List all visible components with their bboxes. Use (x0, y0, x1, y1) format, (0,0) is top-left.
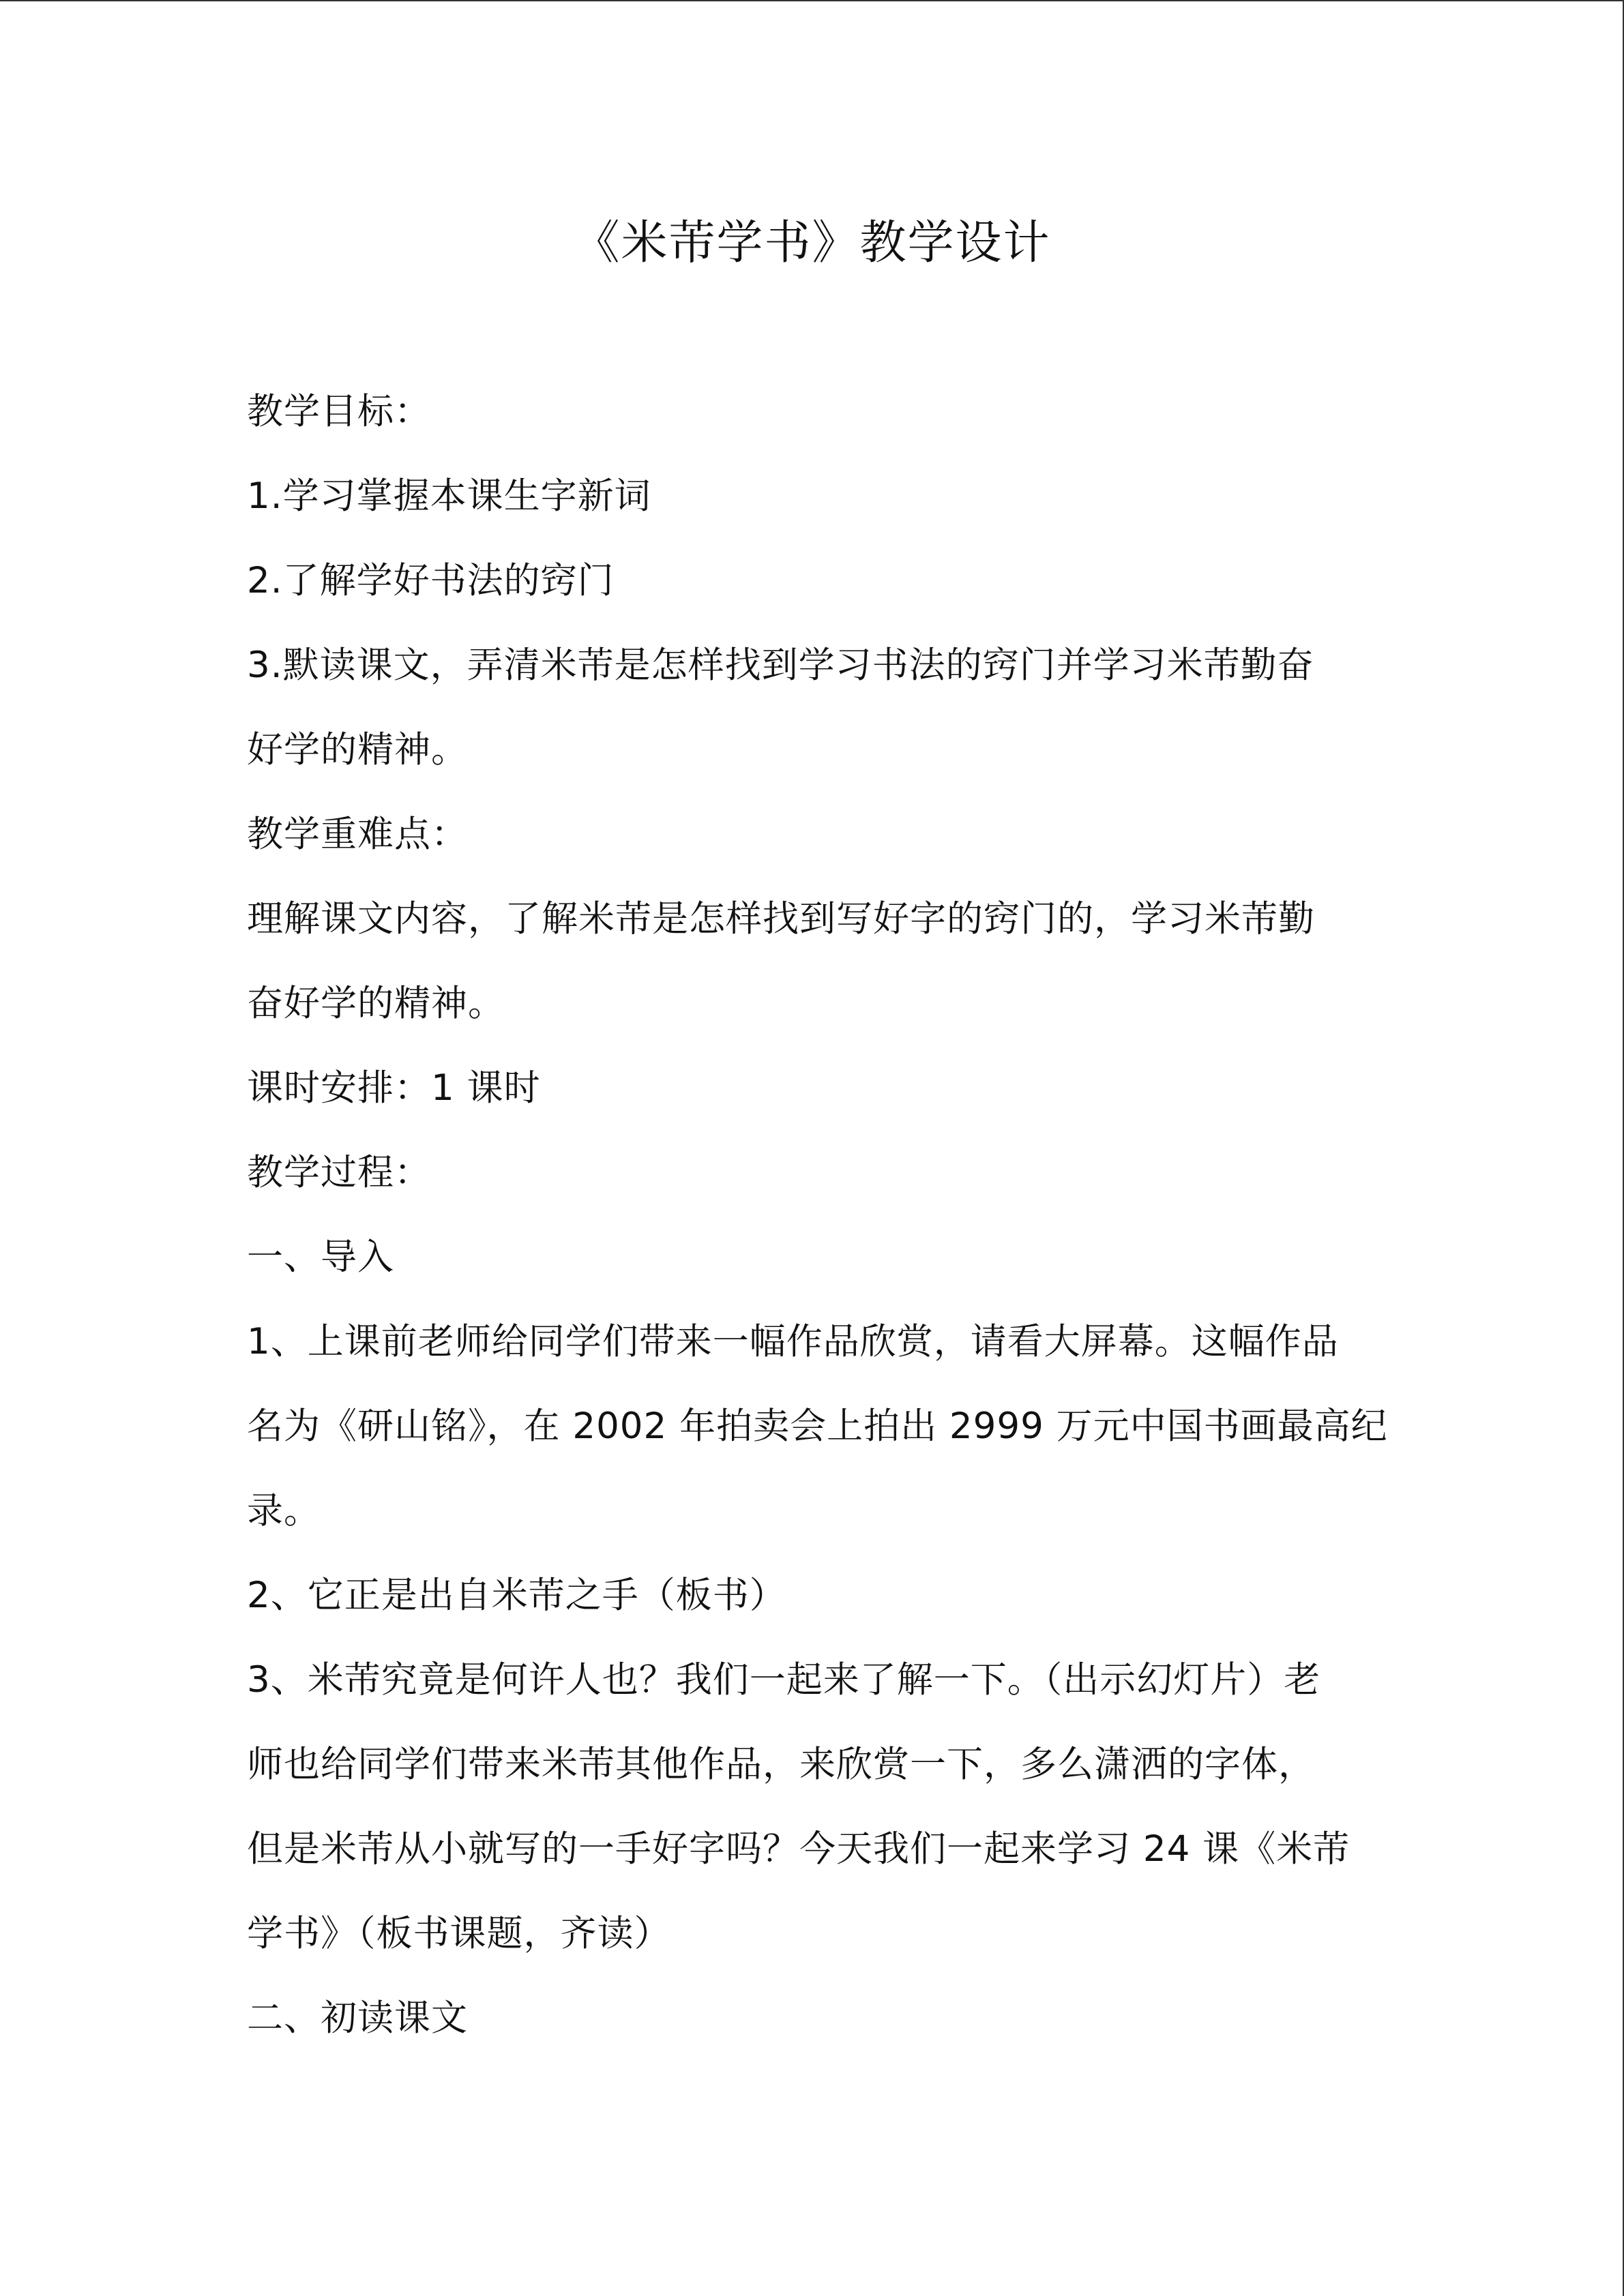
text-line: 3、米芾究竟是何许人也？我们一起来了解一下。（出示幻灯片）老 (247, 1659, 1321, 1701)
text-line: 理解课文内容，了解米芾是怎样找到写好字的窍门的，学习米芾勤 (247, 898, 1315, 940)
text-line: 一、导入 (247, 1236, 394, 1278)
text-line: 但是米芾从小就写的一手好字吗？今天我们一起来学习 24 课《米芾 (247, 1828, 1350, 1870)
text-line: 1.学习掌握本课生字新词 (247, 475, 651, 517)
text-line: 教学目标： (247, 391, 431, 432)
text-line: 3.默读课文，弄清米芾是怎样找到学习书法的窍门并学习米芾勤奋 (247, 644, 1314, 686)
text-line: 二、初读课文 (247, 1997, 468, 2039)
document-title: 《米芾学书》教学设计 (573, 216, 1051, 270)
text-line: 好学的精神。 (247, 729, 468, 771)
text-line: 录。 (247, 1490, 321, 1532)
text-line: 1、上课前老师给同学们带来一幅作品欣赏，请看大屏幕。这幅作品 (247, 1321, 1339, 1362)
text-line: 名为《研山铭》，在 2002 年拍卖会上拍出 2999 万元中国书画最高纪 (247, 1405, 1388, 1447)
text-line: 师也给同学们带来米芾其他作品，来欣赏一下，多么潇洒的字体， (247, 1744, 1315, 1785)
text-line: 学书》（板书课题，齐读） (247, 1913, 671, 1954)
text-line: 教学过程： (247, 1152, 431, 1193)
text-line: 奋好学的精神。 (247, 983, 505, 1024)
text-line: 课时安排：1 课时 (247, 1067, 541, 1109)
text-line: 教学重难点： (247, 814, 468, 855)
document-body (247, 370, 1393, 2061)
text-line: 2.了解学好书法的窍门 (247, 560, 615, 601)
text-line: 2、它正是出自米芾之手（板书） (247, 1575, 786, 1616)
